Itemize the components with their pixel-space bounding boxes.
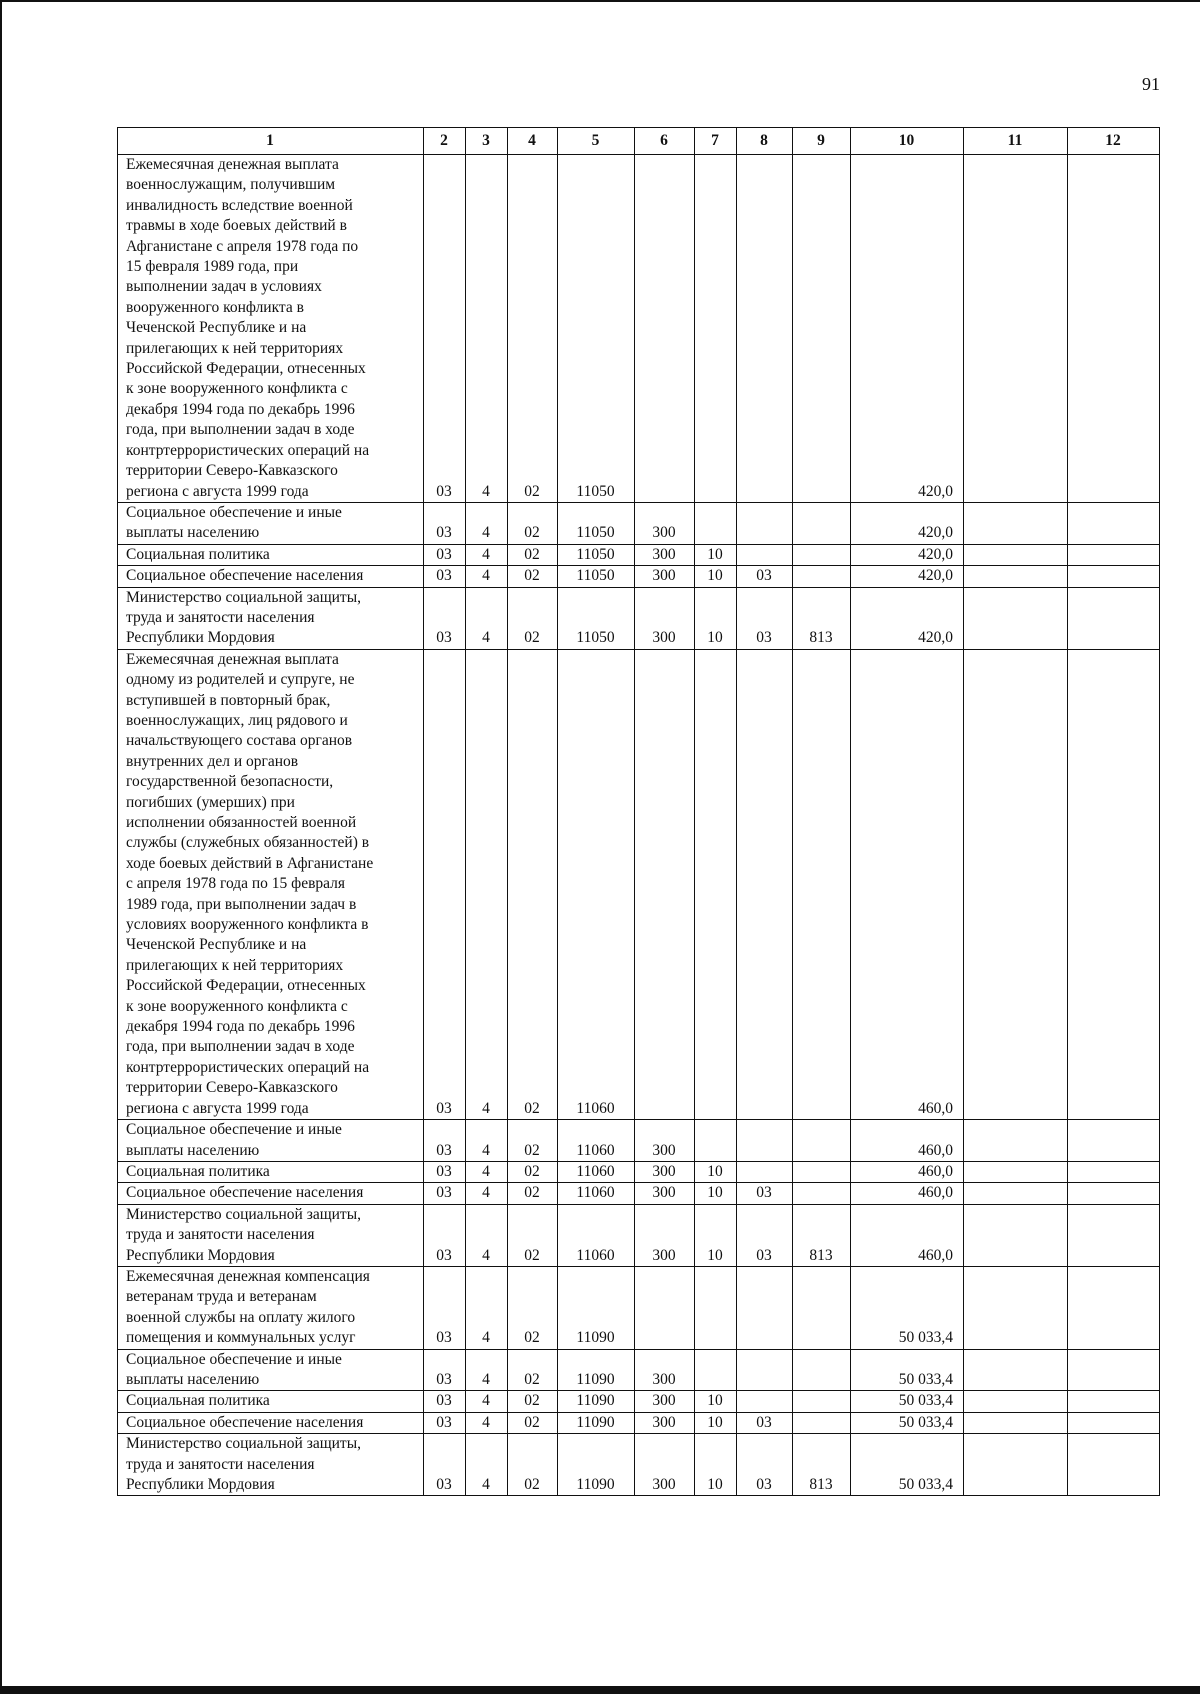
cell-c3: 4	[466, 155, 508, 503]
row-description: Социальное обеспечение и иные выплаты населению	[118, 502, 424, 544]
cell-c2: 03	[424, 1391, 466, 1412]
cell-c12	[1068, 566, 1160, 587]
cell-c5: 11060	[558, 1183, 635, 1204]
table-row	[118, 1349, 1160, 1391]
cell-c3: 4	[466, 649, 508, 1119]
cell-c12	[1068, 1183, 1160, 1204]
table-row	[118, 155, 1160, 503]
cell-c9	[793, 1412, 851, 1433]
cell-c11	[964, 1161, 1068, 1182]
cell-c5: 11090	[558, 1412, 635, 1433]
cell-c2: 03	[424, 1266, 466, 1349]
cell-c2: 03	[424, 1434, 466, 1496]
cell-c9	[793, 1349, 851, 1391]
cell-c10: 420,0	[851, 587, 964, 649]
row-description: Социальное обеспечение и иные выплаты населению	[118, 1120, 424, 1162]
cell-c6	[635, 1266, 695, 1349]
cell-c12	[1068, 155, 1160, 503]
cell-c10: 420,0	[851, 502, 964, 544]
cell-c4: 02	[508, 1349, 558, 1391]
cell-c10: 50 033,4	[851, 1266, 964, 1349]
cell-c4: 02	[508, 502, 558, 544]
cell-c11	[964, 544, 1068, 565]
cell-c9	[793, 155, 851, 503]
cell-c4: 02	[508, 1266, 558, 1349]
cell-c7: 10	[695, 1434, 737, 1496]
cell-c11	[964, 1434, 1068, 1496]
cell-c7: 10	[695, 1204, 737, 1266]
cell-c8	[737, 1161, 793, 1182]
cell-c3: 4	[466, 1412, 508, 1433]
cell-c10: 460,0	[851, 1183, 964, 1204]
cell-c5: 11050	[558, 587, 635, 649]
cell-c10: 460,0	[851, 1204, 964, 1266]
table-row	[118, 1266, 1160, 1349]
cell-c9: 813	[793, 1434, 851, 1496]
cell-c10: 420,0	[851, 544, 964, 565]
cell-c4: 02	[508, 1434, 558, 1496]
cell-c10: 460,0	[851, 1161, 964, 1182]
cell-c5: 11060	[558, 1120, 635, 1162]
cell-c10: 50 033,4	[851, 1434, 964, 1496]
table-row	[118, 587, 1160, 649]
cell-c2: 03	[424, 502, 466, 544]
cell-c2: 03	[424, 1120, 466, 1162]
cell-c5: 11090	[558, 1266, 635, 1349]
row-description: Министерство социальной защиты, труда и занятости населения Республики Мордовия	[118, 1434, 424, 1496]
cell-c12	[1068, 1161, 1160, 1182]
cell-c12	[1068, 1120, 1160, 1162]
header-cell: 9	[793, 128, 851, 155]
cell-c6: 300	[635, 566, 695, 587]
row-description: Министерство социальной защиты, труда и занятости населения Республики Мордовия	[118, 1204, 424, 1266]
cell-c7: 10	[695, 1161, 737, 1182]
row-description: Ежемесячная денежная выплата военнослужащим, получившим инвалидность вследствие военной травмы в ходе боевых действий в Афганистане с апреля 1978 года по 15 февраля 1989 года, при выполнении задач в условиях вооруженного конфликта в Чеченской Республике и на прилегающих к ней территориях Российской Федерации, отнесенных к зоне вооруженного конфликта с декабря 1994 года по декабрь 1996 года, при выполнении задач в ходе контртеррористических операций на территории Северо-Кавказского региона с августа 1999 года	[118, 155, 424, 503]
cell-c7: 10	[695, 544, 737, 565]
row-description: Социальное обеспечение населения	[118, 1412, 424, 1433]
cell-c7: 10	[695, 1412, 737, 1433]
cell-c3: 4	[466, 544, 508, 565]
table-row	[118, 1412, 1160, 1433]
table-row	[118, 649, 1160, 1119]
table-row	[118, 1204, 1160, 1266]
scan-border-bottom	[0, 1686, 1200, 1694]
cell-c10: 420,0	[851, 155, 964, 503]
cell-c5: 11090	[558, 1391, 635, 1412]
cell-c8: 03	[737, 1434, 793, 1496]
cell-c3: 4	[466, 1204, 508, 1266]
cell-c8: 03	[737, 1183, 793, 1204]
cell-c2: 03	[424, 544, 466, 565]
cell-c10: 460,0	[851, 649, 964, 1119]
row-description: Министерство социальной защиты, труда и занятости населения Республики Мордовия	[118, 587, 424, 649]
cell-c6: 300	[635, 1161, 695, 1182]
cell-c8	[737, 1391, 793, 1412]
header-cell: 5	[558, 128, 635, 155]
cell-c6: 300	[635, 1183, 695, 1204]
cell-c12	[1068, 587, 1160, 649]
cell-c3: 4	[466, 1391, 508, 1412]
cell-c8	[737, 155, 793, 503]
cell-c3: 4	[466, 566, 508, 587]
table-row	[118, 1391, 1160, 1412]
cell-c7	[695, 649, 737, 1119]
header-cell: 7	[695, 128, 737, 155]
cell-c7	[695, 502, 737, 544]
table-row	[118, 1434, 1160, 1496]
cell-c7	[695, 1120, 737, 1162]
cell-c8: 03	[737, 587, 793, 649]
cell-c2: 03	[424, 1161, 466, 1182]
header-cell: 8	[737, 128, 793, 155]
cell-c3: 4	[466, 1349, 508, 1391]
cell-c4: 02	[508, 649, 558, 1119]
cell-c10: 50 033,4	[851, 1412, 964, 1433]
cell-c8	[737, 1120, 793, 1162]
cell-c5: 11050	[558, 502, 635, 544]
cell-c6: 300	[635, 587, 695, 649]
header-cell: 6	[635, 128, 695, 155]
cell-c9: 813	[793, 1204, 851, 1266]
cell-c6	[635, 649, 695, 1119]
cell-c6: 300	[635, 1204, 695, 1266]
cell-c9: 813	[793, 587, 851, 649]
cell-c12	[1068, 544, 1160, 565]
cell-c11	[964, 1412, 1068, 1433]
cell-c2: 03	[424, 1412, 466, 1433]
cell-c8: 03	[737, 566, 793, 587]
row-description: Социальная политика	[118, 1391, 424, 1412]
cell-c12	[1068, 1204, 1160, 1266]
cell-c2: 03	[424, 155, 466, 503]
scan-border-left	[0, 0, 2, 1694]
budget-table	[117, 127, 1160, 1496]
cell-c11	[964, 1120, 1068, 1162]
row-description: Ежемесячная денежная выплата одному из родителей и супруге, не вступившей в повторный брак, военнослужащих, лиц рядового и начальствующего состава органов внутренних дел и органов государственной безопасности, погибших (умерших) при исполнении обязанностей военной службы (служебных обязанностей) в ходе боевых действий в Афганистане с апреля 1978 года по 15 февраля 1989 года, при выполнении задач в условиях вооруженного конфликта в Чеченской Республике и на прилегающих к ней территориях Российской Федерации, отнесенных к зоне вооруженного конфликта с декабря 1994 года по декабрь 1996 года, при выполнении задач в ходе контртеррористических операций на территории Северо-Кавказского региона с августа 1999 года	[118, 649, 424, 1119]
cell-c5: 11060	[558, 1204, 635, 1266]
table-row	[118, 1183, 1160, 1204]
cell-c12	[1068, 1412, 1160, 1433]
header-cell: 2	[424, 128, 466, 155]
header-cell: 3	[466, 128, 508, 155]
cell-c5: 11060	[558, 649, 635, 1119]
cell-c6: 300	[635, 1434, 695, 1496]
cell-c5: 11090	[558, 1349, 635, 1391]
cell-c11	[964, 502, 1068, 544]
cell-c10: 420,0	[851, 566, 964, 587]
cell-c4: 02	[508, 1391, 558, 1412]
cell-c4: 02	[508, 1183, 558, 1204]
cell-c4: 02	[508, 587, 558, 649]
row-description: Социальная политика	[118, 1161, 424, 1182]
cell-c8: 03	[737, 1412, 793, 1433]
cell-c5: 11090	[558, 1434, 635, 1496]
cell-c5: 11050	[558, 155, 635, 503]
cell-c9	[793, 502, 851, 544]
cell-c10: 460,0	[851, 1120, 964, 1162]
header-cell: 10	[851, 128, 964, 155]
cell-c4: 02	[508, 1161, 558, 1182]
cell-c7: 10	[695, 566, 737, 587]
table-row	[118, 1120, 1160, 1162]
header-cell: 1	[118, 128, 424, 155]
cell-c3: 4	[466, 1120, 508, 1162]
header-cell: 4	[508, 128, 558, 155]
cell-c8	[737, 1266, 793, 1349]
cell-c9	[793, 566, 851, 587]
cell-c12	[1068, 1434, 1160, 1496]
table-row	[118, 566, 1160, 587]
cell-c9	[793, 1161, 851, 1182]
cell-c4: 02	[508, 155, 558, 503]
cell-c2: 03	[424, 587, 466, 649]
cell-c11	[964, 1183, 1068, 1204]
cell-c2: 03	[424, 1204, 466, 1266]
cell-c3: 4	[466, 587, 508, 649]
table-row	[118, 502, 1160, 544]
cell-c6: 300	[635, 544, 695, 565]
cell-c3: 4	[466, 1161, 508, 1182]
cell-c3: 4	[466, 1434, 508, 1496]
cell-c8: 03	[737, 1204, 793, 1266]
cell-c6: 300	[635, 1412, 695, 1433]
cell-c4: 02	[508, 1412, 558, 1433]
cell-c11	[964, 1266, 1068, 1349]
cell-c4: 02	[508, 1204, 558, 1266]
row-description: Социальная политика	[118, 544, 424, 565]
cell-c3: 4	[466, 502, 508, 544]
cell-c5: 11050	[558, 566, 635, 587]
page-number: 91	[1142, 74, 1160, 94]
cell-c6: 300	[635, 1120, 695, 1162]
cell-c7	[695, 155, 737, 503]
header-cell: 12	[1068, 128, 1160, 155]
cell-c6: 300	[635, 502, 695, 544]
cell-c8	[737, 544, 793, 565]
cell-c3: 4	[466, 1266, 508, 1349]
cell-c8	[737, 502, 793, 544]
cell-c9	[793, 649, 851, 1119]
cell-c5: 11060	[558, 1161, 635, 1182]
cell-c11	[964, 155, 1068, 503]
cell-c10: 50 033,4	[851, 1349, 964, 1391]
cell-c6: 300	[635, 1349, 695, 1391]
cell-c11	[964, 1204, 1068, 1266]
cell-c11	[964, 587, 1068, 649]
cell-c7	[695, 1266, 737, 1349]
cell-c8	[737, 1349, 793, 1391]
cell-c7: 10	[695, 1391, 737, 1412]
cell-c9	[793, 1266, 851, 1349]
row-description: Социальное обеспечение населения	[118, 566, 424, 587]
cell-c12	[1068, 1391, 1160, 1412]
cell-c8	[737, 649, 793, 1119]
cell-c7	[695, 1349, 737, 1391]
cell-c7: 10	[695, 587, 737, 649]
cell-c2: 03	[424, 566, 466, 587]
cell-c4: 02	[508, 566, 558, 587]
cell-c11	[964, 1391, 1068, 1412]
cell-c12	[1068, 649, 1160, 1119]
cell-c3: 4	[466, 1183, 508, 1204]
cell-c10: 50 033,4	[851, 1391, 964, 1412]
cell-c12	[1068, 502, 1160, 544]
cell-c5: 11050	[558, 544, 635, 565]
cell-c11	[964, 566, 1068, 587]
scan-border-top	[0, 0, 1200, 2]
table-header-row	[118, 128, 1160, 155]
cell-c9	[793, 1120, 851, 1162]
cell-c12	[1068, 1349, 1160, 1391]
cell-c6	[635, 155, 695, 503]
cell-c11	[964, 1349, 1068, 1391]
row-description: Ежемесячная денежная компенсация ветеранам труда и ветеранам военной службы на оплату жилого помещения и коммунальных услуг	[118, 1266, 424, 1349]
row-description: Социальное обеспечение населения	[118, 1183, 424, 1204]
row-description: Социальное обеспечение и иные выплаты населению	[118, 1349, 424, 1391]
cell-c2: 03	[424, 1349, 466, 1391]
table-row	[118, 1161, 1160, 1182]
cell-c7: 10	[695, 1183, 737, 1204]
cell-c9	[793, 1391, 851, 1412]
cell-c2: 03	[424, 649, 466, 1119]
cell-c6: 300	[635, 1391, 695, 1412]
cell-c12	[1068, 1266, 1160, 1349]
cell-c9	[793, 544, 851, 565]
cell-c2: 03	[424, 1183, 466, 1204]
header-cell: 11	[964, 128, 1068, 155]
cell-c4: 02	[508, 544, 558, 565]
cell-c4: 02	[508, 1120, 558, 1162]
cell-c11	[964, 649, 1068, 1119]
table-row	[118, 544, 1160, 565]
cell-c9	[793, 1183, 851, 1204]
